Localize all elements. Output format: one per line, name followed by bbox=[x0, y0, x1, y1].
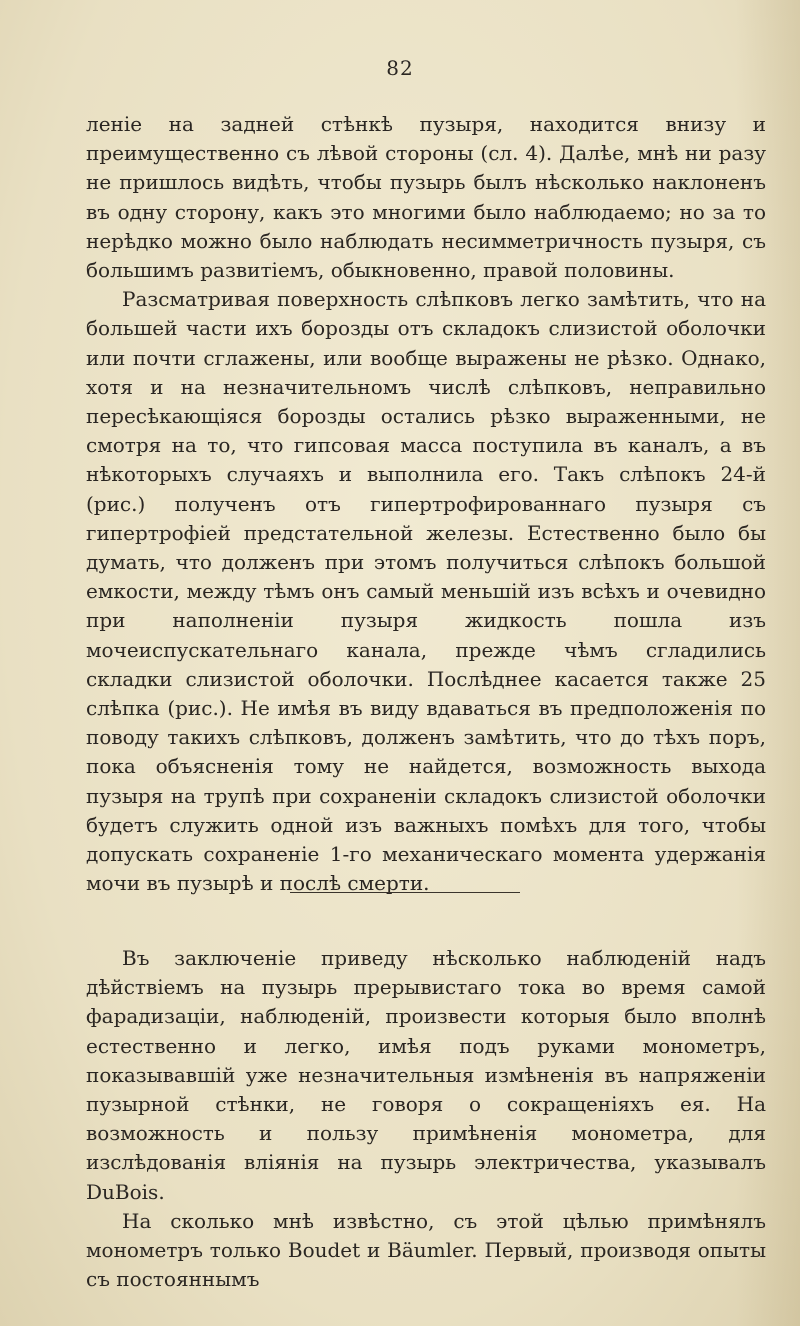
section-divider bbox=[290, 892, 520, 893]
text-section-1 bbox=[86, 110, 766, 898]
paragraph: Въ заключеніе приведу нѣсколько наблюденій надъ дѣйствіемъ на пузырь прерывистаго тока во время самой фарадизаціи, наблюденій, произвести которыя было вполнѣ естественно и легко, имѣя подъ руками монометръ, показывавшій уже незначительныя измѣненія въ напряженіи пузырной стѣнки, не говоря о сокращеніяхъ ея. На возможность и пользу примѣненія монометра, для изслѣдованія вліянія на пузырь электричества, указывалъ DuBois. bbox=[86, 946, 766, 1204]
paragraph: На сколько мнѣ извѣстно, съ этой цѣлью примѣнялъ монометръ только Boudet и Bäumler. Первый, производя опыты съ постояннымъ bbox=[86, 1208, 766, 1292]
paragraph: Разсматривая поверхность слѣпковъ легко замѣтить, что на большей части ихъ борозды отъ складокъ слизистой оболочки или почти сглажены, или вообще выражены не рѣзко. Однако, хотя и на незначительномъ числѣ слѣпковъ, неправильно пересѣкающіяся борозды остались рѣзко выраженными, не смотря на то, что гипсовая масса поступила въ каналъ, а въ нѣкоторыхъ случаяхъ и выполнила его. Такъ слѣпокъ 24-й (рис.) полученъ отъ гипертрофированнаго пузыря съ гипертрофіей предстательной железы. Естественно было бы думать, что долженъ при этомъ получиться слѣпокъ большой емкости, между тѣмъ онъ самый меньшій изъ всѣхъ и очевидно при наполненіи пузыря жидкость пошла изъ мочеиспускательнаго канала, прежде чѣмъ сгладились складки слизистой оболочки. Послѣднее касается также 25 слѣпка (рис.). Не имѣя въ виду вдаваться въ предположенія по поводу такихъ слѣпковъ, долженъ замѣтить, что до тѣхъ поръ, пока объясненія тому не найдется, возможность выхода пузыря на трупѣ при сохраненіи складокъ слизистой оболочки будетъ служить одной изъ важныхъ помѣхъ для того, чтобы допускать сохраненіе 1-го механическаго момента удержанія мочи въ пузырѣ и послѣ смерти. bbox=[86, 287, 766, 896]
page-number: 82 bbox=[386, 56, 414, 80]
paragraph: леніе на задней стѣнкѣ пузыря, находится внизу и преимущественно съ лѣвой стороны (сл. 4). Далѣе, мнѣ ни разу не пришлось видѣть, чтобы пузырь былъ нѣсколько наклоненъ въ одну сторону, какъ это многими было наблюдаемо; но за то нерѣдко можно было наблюдать несимметричность пузыря, съ большимъ развитіемъ, обыкновенно, правой половины. bbox=[86, 112, 766, 283]
text-section-2 bbox=[86, 944, 766, 1294]
